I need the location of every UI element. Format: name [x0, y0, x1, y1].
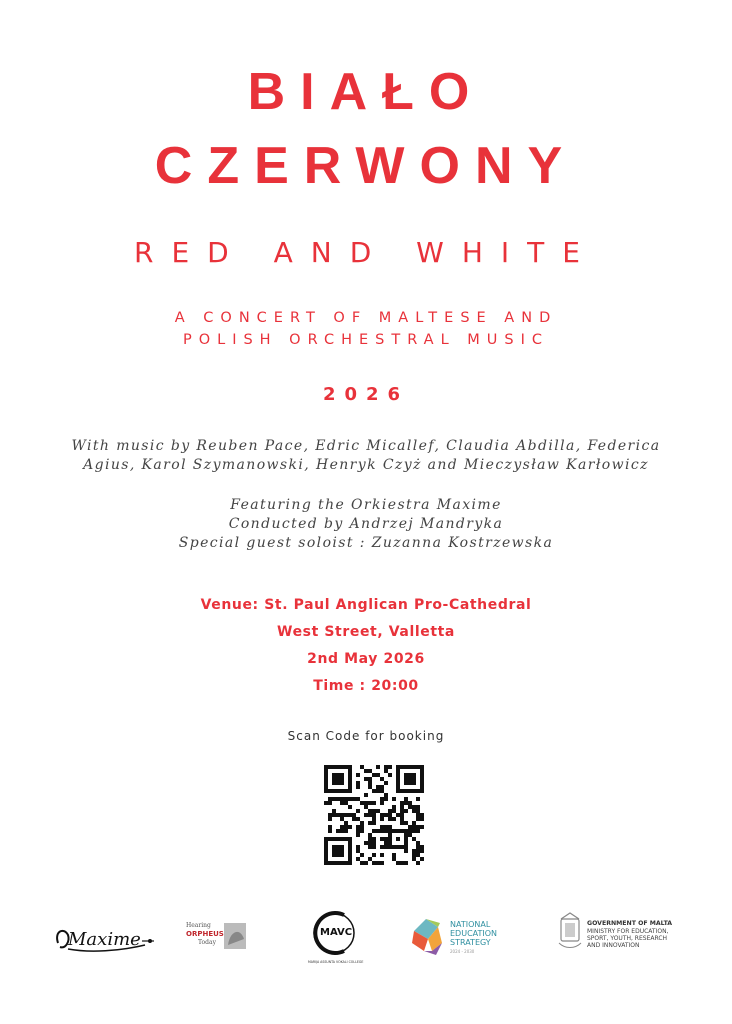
concert-line-1: A CONCERT OF MALTESE AND	[174, 310, 558, 326]
conductor-text: Conducted by Andrzej Mandryka	[228, 516, 504, 532]
year: 2026	[322, 384, 410, 405]
nes-line-1: NATIONAL	[450, 920, 491, 929]
nes-line-4: 2024 - 2030	[450, 949, 475, 954]
booking-qr-code[interactable]	[324, 765, 424, 865]
title-line-2: CZERWONY	[154, 137, 578, 195]
nes-line-2: EDUCATION	[450, 929, 498, 938]
gov-line-4: AND INNOVATION	[587, 942, 640, 949]
street-text: West Street, Valletta	[277, 624, 455, 640]
gov-line-3: SPORT, YOUTH, RESEARCH	[587, 935, 668, 942]
national-education-strategy-logo	[410, 905, 520, 965]
soloist-text: Special guest soloist : Zuzanna Kostrzewska	[178, 535, 554, 551]
maxime-logo-text: Maxime	[68, 929, 141, 950]
subtitle: RED AND WHITE	[134, 236, 598, 269]
orpheus-line-3: Today	[198, 939, 216, 946]
composers-line-2: Agius, Karol Szymanowski, Henryk Czyż and Mieczysław Karłowicz	[83, 457, 649, 473]
scan-instruction: Scan Code for booking	[287, 729, 445, 743]
government-of-malta-logo	[555, 905, 685, 965]
date-text: 2nd May 2026	[307, 651, 425, 667]
mavc-caption: MARIJA ASSUNTA VOKALI COLLEGE	[308, 960, 364, 964]
title-line-1: BIAŁO	[247, 63, 485, 121]
composers-line-1: With music by Reuben Pace, Edric Micallef, Claudia Abdilla, Federica	[71, 438, 661, 454]
gov-line-1: GOVERNMENT OF MALTA	[587, 920, 673, 927]
time-text: Time : 20:00	[313, 678, 419, 694]
orpheus-logo	[176, 905, 256, 965]
gov-line-2: MINISTRY FOR EDUCATION,	[587, 928, 669, 935]
mavc-logo	[300, 905, 380, 965]
maxime-logo	[50, 905, 160, 965]
venue-text: Venue: St. Paul Anglican Pro-Cathedral	[200, 597, 532, 613]
concert-line-2: POLISH ORCHESTRAL MUSIC	[182, 332, 550, 348]
mavc-logo-text: MAVC	[320, 927, 353, 938]
nes-line-3: STRATEGY	[450, 938, 491, 947]
orpheus-line-1: Hearing	[186, 922, 211, 929]
featuring-text: Featuring the Orkiestra Maxime	[230, 497, 502, 513]
orpheus-line-2: ORPHEUS	[186, 930, 224, 938]
